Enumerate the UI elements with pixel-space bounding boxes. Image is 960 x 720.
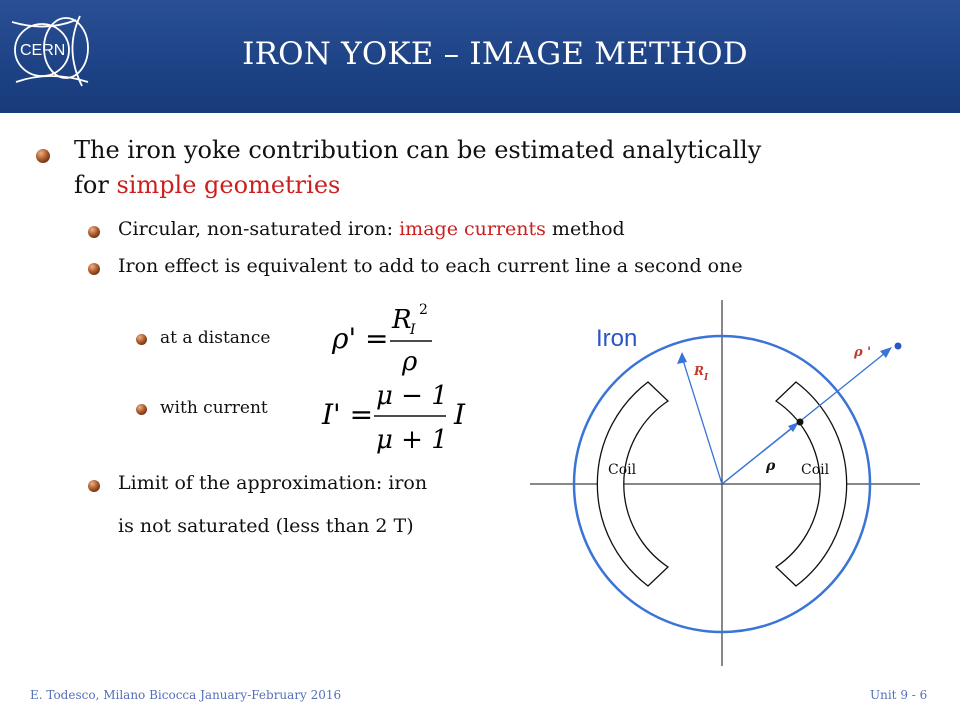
sub1-prefix: Circular, non-saturated iron: — [118, 218, 400, 240]
svg-text:CERN: CERN — [20, 42, 66, 59]
rho-vector — [722, 425, 796, 484]
image-method-diagram — [520, 300, 940, 668]
svg-text:μ − 1: μ − 1 — [376, 381, 448, 411]
main-bullet-line2 — [74, 168, 340, 202]
sub-bullet-iron-effect: Iron effect is equivalent to add to each current line a second one — [118, 255, 743, 277]
bullet-icon — [136, 334, 147, 345]
coil-label-right: Coil — [801, 462, 830, 478]
header-bar — [0, 0, 960, 113]
coil-label-left: Coil — [608, 462, 637, 478]
bullet-icon — [88, 226, 100, 238]
svg-text:R: R — [392, 305, 412, 335]
svg-text:ρ: ρ — [402, 347, 418, 377]
main-bullet-line1: The iron yoke contribution can be estimated analytically — [74, 136, 762, 164]
formula-image-current — [318, 376, 478, 458]
radius-label-sub: I — [704, 373, 709, 383]
svg-text:2: 2 — [419, 302, 428, 318]
main-bullet-prefix: for — [74, 171, 117, 199]
slide-title: IRON YOKE – IMAGE METHOD — [242, 36, 748, 72]
radius-arrowhead — [677, 352, 687, 364]
svg-text:μ + 1: μ + 1 — [376, 425, 448, 455]
radius-label: R — [694, 364, 704, 378]
rho-label: ρ — [766, 458, 776, 474]
label-at-a-distance: at a distance — [160, 328, 271, 348]
highlight-simple-geometries: simple geometries — [116, 171, 341, 199]
label-with-current: with current — [160, 398, 268, 418]
rho-prime-label: ρ ' — [854, 345, 872, 360]
cern-logo — [6, 12, 94, 88]
highlight-image-currents: image currents — [399, 218, 546, 240]
limit-line2: is not saturated (less than 2 T) — [118, 515, 414, 537]
current-line-point — [797, 419, 804, 426]
bullet-icon — [36, 149, 50, 163]
sub1-suffix: method — [545, 218, 625, 240]
footer-author: E. Todesco, Milano Bicocca January-February 2016 — [30, 688, 342, 702]
formula-rho-prime — [328, 296, 453, 378]
svg-text:I: I — [410, 322, 416, 338]
svg-text:I' =: I' = — [322, 398, 374, 431]
bullet-icon — [88, 263, 100, 275]
image-current-point — [895, 343, 902, 350]
footer-page-number: Unit 9 - 6 — [870, 688, 928, 702]
svg-text:I: I — [454, 398, 466, 431]
iron-label: Iron — [596, 325, 638, 352]
bullet-icon — [88, 480, 100, 492]
svg-text:ρ' =: ρ' = — [332, 322, 389, 355]
bullet-icon — [136, 404, 147, 415]
limit-line1: Limit of the approximation: iron — [118, 472, 428, 494]
sub-bullet-circular-iron — [118, 216, 625, 242]
